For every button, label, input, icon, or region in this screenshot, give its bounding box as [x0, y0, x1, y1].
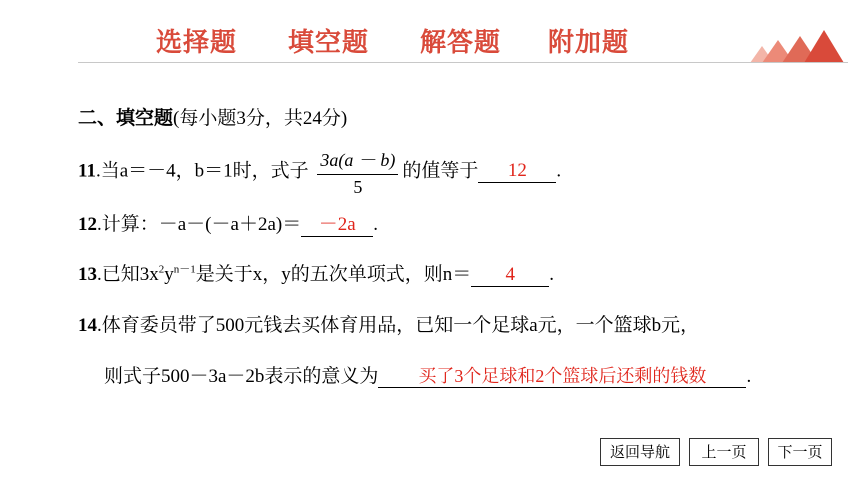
question-text: .当a＝－4，b＝1时，式子: [95, 160, 309, 182]
next-page-button[interactable]: 下一页: [768, 438, 832, 466]
question-number: 12: [78, 214, 97, 235]
question-number: 11: [78, 160, 96, 182]
question-end: .: [556, 160, 562, 182]
decorative-triangles-icon: [748, 26, 848, 64]
question-end: .: [746, 366, 752, 387]
question-text-after: 是关于x，y的五次单项式，则n＝: [195, 264, 472, 285]
question-end: .: [373, 214, 378, 235]
previous-page-button[interactable]: 上一页: [689, 438, 759, 466]
section-title: 二、填空题: [78, 108, 174, 129]
top-navigation: [0, 20, 860, 60]
question-text: 则式子500－3a－2b表示的意义为: [104, 366, 379, 387]
question-text: .体育委员带了500元钱去买体育用品，已知一个足球a元，一个篮球b元，: [97, 315, 700, 336]
question-number: 14: [78, 315, 97, 336]
answer-blank: 4: [471, 264, 549, 287]
question-text-var: y: [164, 264, 174, 285]
question-text-after: 的值等于: [402, 160, 479, 182]
question-14-line-2: [104, 361, 751, 388]
exponent: n－1: [173, 263, 196, 276]
back-to-navigation-button[interactable]: 返回导航: [600, 438, 680, 466]
tab-multiple-choice[interactable]: 选择题: [156, 28, 238, 58]
question-number: 13: [78, 264, 97, 285]
question-13: [78, 259, 554, 287]
exponent: 2: [158, 263, 165, 276]
fraction-denominator: 5: [353, 177, 363, 197]
tab-fill-in-blank[interactable]: 填空题: [288, 28, 370, 58]
header-divider: [78, 62, 848, 63]
question-end: .: [549, 264, 555, 285]
section-heading: [78, 103, 347, 130]
tab-additional-questions[interactable]: 附加题: [548, 28, 630, 58]
answer-blank: 买了3个足球和2个篮球后还剩的钱数: [378, 365, 746, 388]
question-14: [78, 310, 699, 337]
answer-blank: 12: [478, 160, 556, 183]
question-text: .计算：－a－(－a＋2a)＝: [97, 214, 302, 235]
answer-blank: －2a: [301, 214, 373, 237]
section-note: (每小题3分，共24分): [173, 108, 348, 129]
fraction-expression: [317, 146, 398, 198]
tab-answer-questions[interactable]: 解答题: [420, 28, 502, 58]
fraction-numerator: 3a(a － b): [317, 146, 398, 175]
question-11: [78, 146, 561, 198]
question-12: [78, 209, 378, 237]
question-text: .已知3x: [97, 264, 159, 285]
